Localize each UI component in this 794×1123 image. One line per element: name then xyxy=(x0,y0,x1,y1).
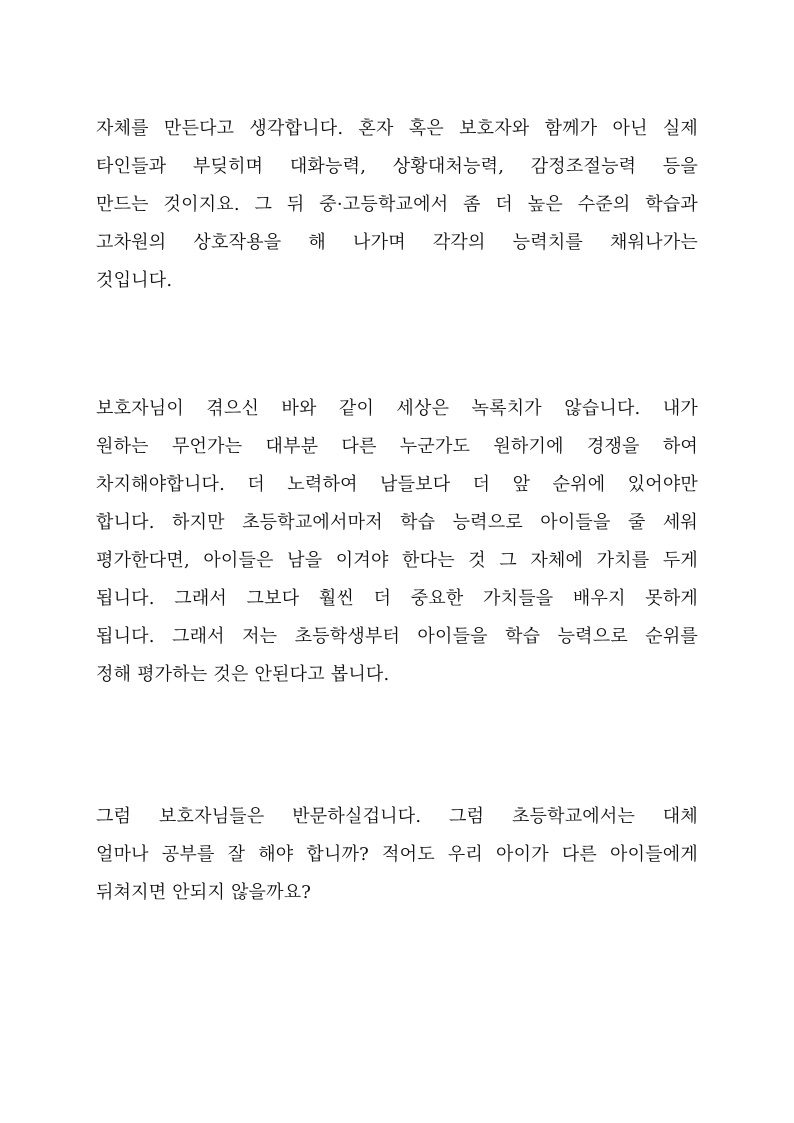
text-line: 차지해야합니다. 더 노력하여 남들보다 더 앞 순위에 있어야만 xyxy=(96,474,698,495)
paragraph-3 xyxy=(96,798,698,912)
text-line: 됩니다. 그래서 그보다 훨씬 더 중요한 가치들을 배우지 못하게 xyxy=(96,588,698,609)
text-line: 정해 평가하는 것은 안된다고 봅니다. xyxy=(96,664,390,685)
text-line: 자체를 만든다고 생각합니다. 혼자 혹은 보호자와 함께가 아닌 실제 xyxy=(96,118,698,139)
text-line: 뒤쳐지면 안되지 않을까요? xyxy=(96,882,312,903)
text-line: 보호자님이 겪으신 바와 같이 세상은 녹록치가 않습니다. 내가 xyxy=(96,398,698,419)
text-line: 평가한다면, 아이들은 남을 이겨야 한다는 것 그 자체에 가치를 두게 xyxy=(96,550,698,571)
text-line: 것입니다. xyxy=(96,270,173,291)
text-line: 만드는 것이지요. 그 뒤 중·고등학교에서 좀 더 높은 수준의 학습과 xyxy=(96,194,698,215)
text-line: 타인들과 부딪히며 대화능력, 상황대처능력, 감정조절능력 등을 xyxy=(96,156,698,177)
text-line: 얼마나 공부를 잘 해야 합니까? 적어도 우리 아이가 다른 아이들에게 xyxy=(96,844,698,865)
text-line: 원하는 무언가는 대부분 다른 누군가도 원하기에 경쟁을 하여 xyxy=(96,436,698,457)
text-line: 됩니다. 그래서 저는 초등학생부터 아이들을 학습 능력으로 순위를 xyxy=(96,626,698,647)
paragraph-2 xyxy=(96,390,698,694)
text-line: 고차원의 상호작용을 해 나가며 각각의 능력치를 채워나가는 xyxy=(96,232,698,253)
text-line: 그럼 보호자님들은 반문하실겁니다. 그럼 초등학교에서는 대체 xyxy=(96,806,698,827)
text-line: 합니다. 하지만 초등학교에서마저 학습 능력으로 아이들을 줄 세워 xyxy=(96,512,698,533)
paragraph-1 xyxy=(96,110,698,300)
